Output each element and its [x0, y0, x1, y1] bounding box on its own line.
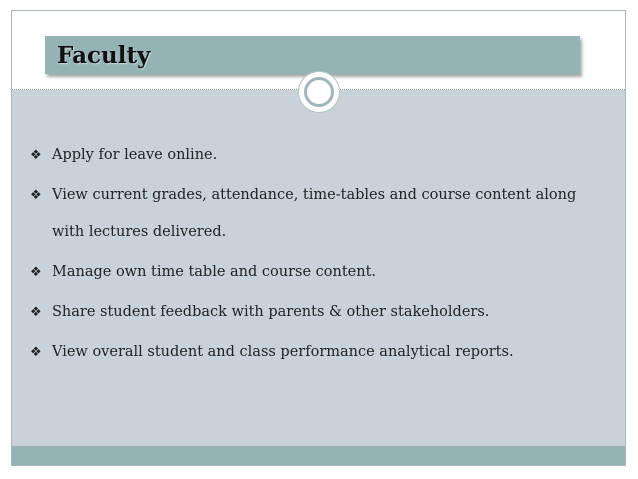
bullet-item: [30, 254, 610, 291]
diamond-bullet-icon: ❖: [30, 265, 42, 280]
bullet-text: Manage own time table and course content.: [52, 264, 377, 280]
bullet-text: Share student feedback with parents & other stakeholders.: [52, 304, 490, 320]
bullet-item: [30, 177, 610, 251]
diamond-bullet-icon: ❖: [30, 148, 42, 163]
diamond-bullet-icon: ❖: [30, 305, 42, 320]
bullet-item: [30, 137, 610, 174]
diamond-bullet-icon: ❖: [30, 345, 42, 360]
bullet-text: Apply for leave online.: [52, 147, 218, 163]
diamond-bullet-icon: ❖: [30, 188, 42, 203]
bullet-item: [30, 334, 610, 371]
bullet-list: [30, 137, 610, 374]
footer-band: [12, 446, 625, 465]
title-bar: [45, 36, 580, 74]
slide-title: Faculty: [57, 41, 151, 69]
decorative-ring-inner-icon: [304, 77, 334, 107]
bullet-text: View overall student and class performance analytical reports.: [52, 344, 514, 360]
bullet-text: View current grades, attendance, time-tables and course content along with lectures delivered.: [52, 187, 577, 240]
bullet-item: [30, 294, 610, 331]
